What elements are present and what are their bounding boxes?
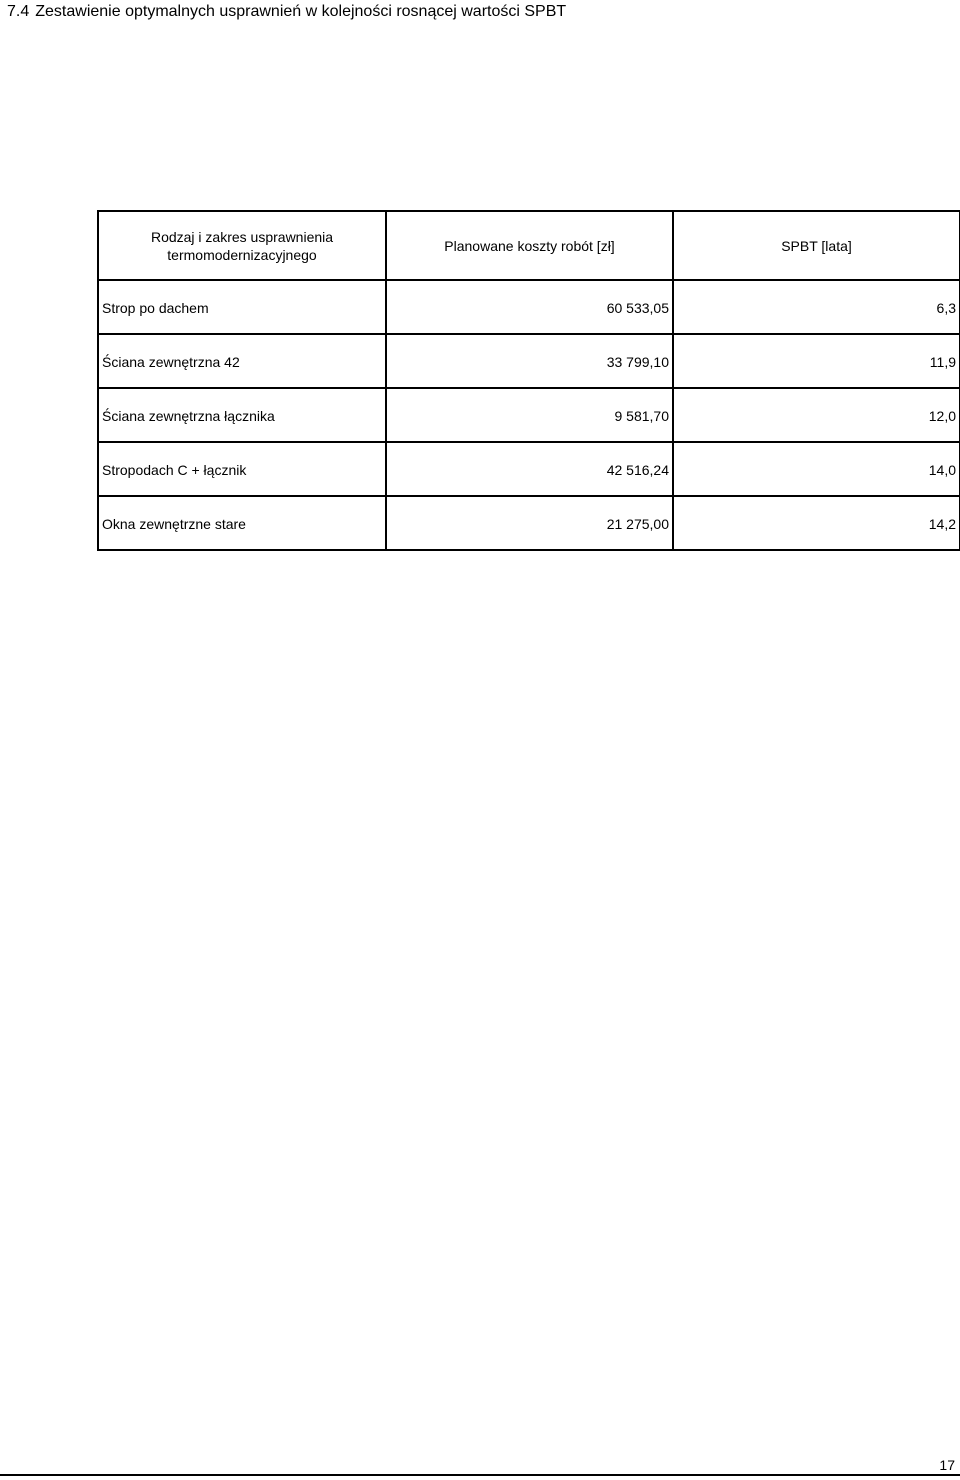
row-spbt: 14,0 — [673, 442, 960, 496]
row-spbt: 12,0 — [673, 388, 960, 442]
table-row — [98, 388, 960, 442]
table-row — [98, 442, 960, 496]
table-row — [98, 280, 960, 334]
header-spbt: SPBT [lata] — [673, 211, 960, 280]
header-planned-cost: Planowane koszty robót [zł] — [386, 211, 673, 280]
row-cost: 60 533,05 — [386, 280, 673, 334]
row-name: Stropodach C + łącznik — [98, 442, 386, 496]
row-cost: 33 799,10 — [386, 334, 673, 388]
row-name: Strop po dachem — [98, 280, 386, 334]
header-improvement-type: Rodzaj i zakres usprawnienia termomodernizacyjnego — [98, 211, 386, 280]
row-cost: 42 516,24 — [386, 442, 673, 496]
row-name: Ściana zewnętrzna łącznika — [98, 388, 386, 442]
row-name: Ściana zewnętrzna 42 — [98, 334, 386, 388]
table-row — [98, 334, 960, 388]
row-cost: 9 581,70 — [386, 388, 673, 442]
row-spbt: 6,3 — [673, 280, 960, 334]
row-name: Okna zewnętrzne stare — [98, 496, 386, 550]
table-row — [98, 496, 960, 550]
section-title-text: Zestawienie optymalnych usprawnień w kolejności rosnącej wartości SPBT — [35, 3, 567, 20]
row-spbt: 11,9 — [673, 334, 960, 388]
section-number: 7.4 — [7, 3, 30, 20]
page-number: 17 — [939, 1457, 955, 1473]
table-header-row — [98, 211, 960, 280]
improvements-table — [97, 210, 960, 551]
row-spbt: 14,2 — [673, 496, 960, 550]
footer-rule — [0, 1474, 960, 1476]
section-title — [7, 2, 566, 22]
row-cost: 21 275,00 — [386, 496, 673, 550]
